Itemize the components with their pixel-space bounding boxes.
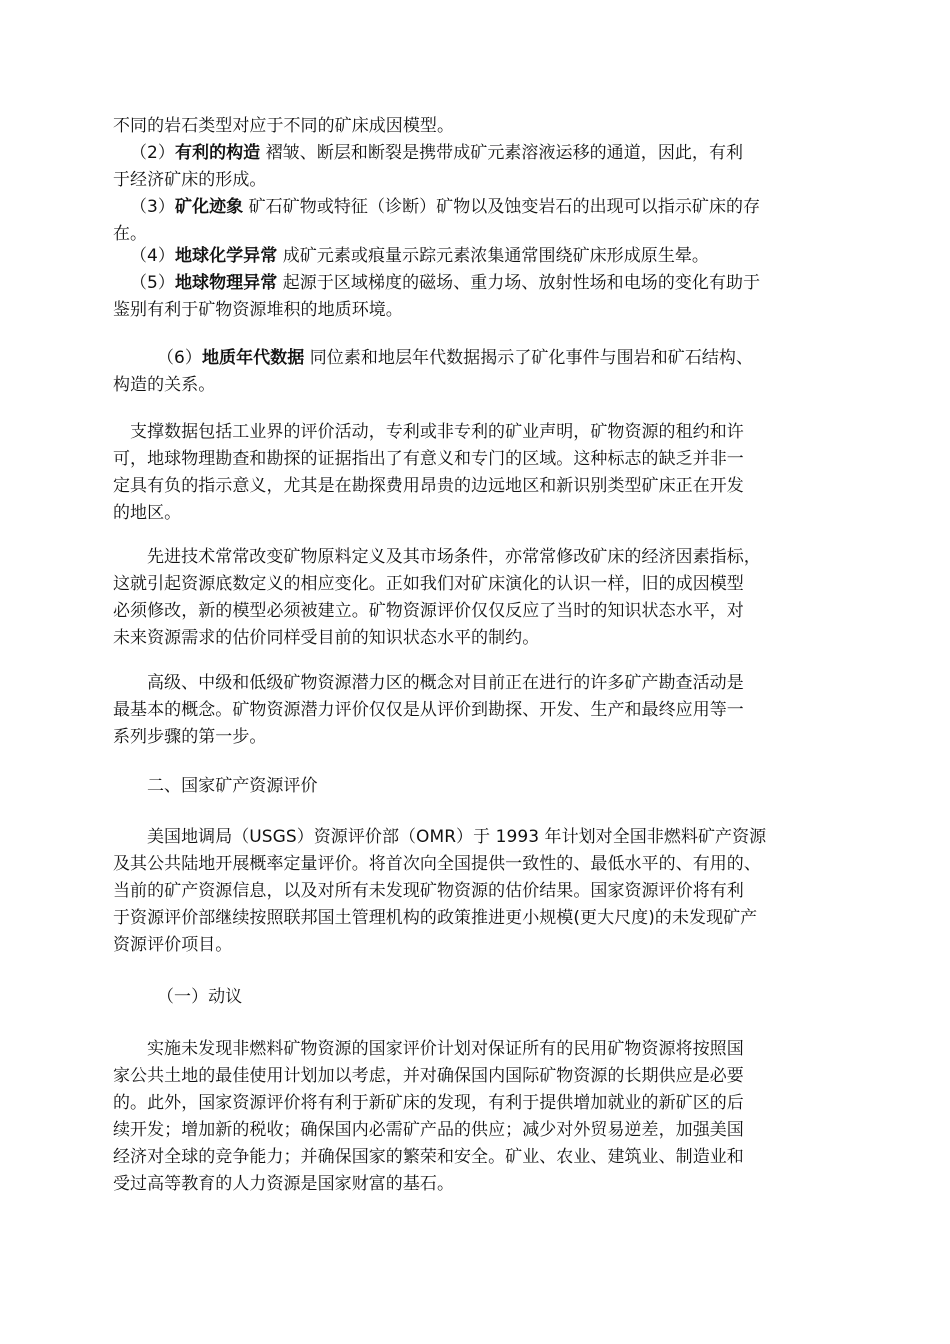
text-line: 未来资源需求的估价同样受目前的知识状态水平的制约。 — [113, 628, 540, 648]
item-term: 地球化学异常 — [174, 246, 278, 266]
paragraph-geochronology — [113, 345, 838, 399]
text-line: 这就引起资源底数定义的相应变化。正如我们对矿床演化的认识一样，旧的成因模型 — [113, 574, 744, 594]
paragraph-advanced-technology — [113, 544, 838, 652]
item-text: 成矿元素或痕量示踪元素浓集通常围绕矿床形成原生晕。 — [277, 246, 709, 266]
paragraph-usgs-plan — [113, 824, 838, 959]
text-line: 当前的矿产资源信息，以及对所有未发现矿物资源的估价结果。国家资源评价将有利 — [113, 881, 744, 901]
paragraph-mineralization-signs — [113, 194, 838, 248]
text-line: 可，地球物理勘查和勘探的证据指出了有意义和专门的区域。这种标志的缺乏并非一 — [113, 449, 744, 469]
text-line — [113, 1036, 838, 1063]
item-term: 矿化迹象 — [174, 197, 244, 217]
text-line: 于经济矿床的形成。 — [113, 170, 267, 190]
text-line: 的地区。 — [113, 503, 182, 523]
text-line: 系列步骤的第一步。 — [113, 727, 267, 747]
item-text: 矿石矿物或特征（诊断）矿物以及蚀变岩石的出现可以指示矿床的存 — [243, 197, 761, 217]
text-line: 及其公共陆地开展概率定量评价。将首次向全国提供一致性的、最低水平的、有用的、 — [113, 854, 761, 874]
text-line — [113, 345, 838, 372]
section-heading-national-assessment — [113, 773, 838, 800]
text-line: 续开发；增加新的税收；确保国内必需矿产品的供应；减少对外贸易逆差，加强美国 — [113, 1120, 744, 1140]
text-line — [113, 773, 838, 800]
paragraph-implementation — [113, 1036, 838, 1198]
text-line: 构造的关系。 — [113, 375, 216, 395]
paragraph-geochemical-anomaly — [113, 243, 838, 270]
text-line: 在。 — [113, 224, 148, 244]
heading-text: （一）动议 — [157, 987, 243, 1007]
item-number: （4） — [130, 246, 175, 266]
text-line — [113, 419, 838, 446]
subsection-heading-motivation — [113, 984, 838, 1011]
text-line — [113, 140, 838, 167]
text-line: 的。此外，国家资源评价将有利于新矿床的发现，有利于提供增加就业的新矿区的后 — [113, 1093, 744, 1113]
text-line: 受过高等教育的人力资源是国家财富的基石。 — [113, 1174, 454, 1194]
text-line-content: 高级、中级和低级矿物资源潜力区的概念对目前正在进行的许多矿产勘查活动是 — [147, 673, 744, 693]
item-term: 地质年代数据 — [201, 348, 305, 368]
item-number: （3） — [130, 197, 175, 217]
paragraph-genetic-models — [113, 113, 838, 140]
text-line: 经济对全球的竞争能力；并确保国家的繁荣和安全。矿业、农业、建筑业、制造业和 — [113, 1147, 744, 1167]
text-line — [113, 984, 838, 1011]
paragraph-supporting-data — [113, 419, 838, 527]
text-line: 不同的岩石类型对应于不同的矿床成因模型。 — [113, 116, 454, 136]
text-line: 鉴别有利于矿物资源堆积的地质环境。 — [113, 300, 403, 320]
item-term: 有利的构造 — [174, 143, 261, 163]
item-text: 同位素和地层年代数据揭示了矿化事件与围岩和矿石结构、 — [304, 348, 754, 368]
item-text: 褶皱、断层和断裂是携带成矿元素溶液运移的通道，因此，有利 — [260, 143, 744, 163]
text-line-content: 支撑数据包括工业界的评价活动，专利或非专利的矿业声明，矿物资源的租约和许 — [130, 422, 744, 442]
text-line: 资源评价项目。 — [113, 935, 233, 955]
text-line: 最基本的概念。矿物资源潜力评价仅仅是从评价到勘探、开发、生产和最终应用等一 — [113, 700, 744, 720]
text-line: 家公共土地的最佳使用计划加以考虑，并对确保国内国际矿物资源的长期供应是必要 — [113, 1066, 744, 1086]
text-line — [113, 824, 838, 851]
text-line — [113, 243, 838, 270]
text-line: 于资源评价部继续按照联邦国土管理机构的政策推进更小规模(更大尺度)的未发现矿产 — [113, 908, 758, 928]
text-line-content: 美国地调局（USGS）资源评价部（OMR）于 1993 年计划对全国非燃料矿产资源 — [147, 827, 767, 847]
item-number: （5） — [130, 273, 175, 293]
text-line-content: 实施未发现非燃料矿物资源的国家评价计划对保证所有的民用矿物资源将按照国 — [147, 1039, 744, 1059]
item-term: 地球物理异常 — [174, 273, 278, 293]
item-text: 起源于区域梯度的磁场、重力场、放射性场和电场的变化有助于 — [277, 273, 761, 293]
item-number: （6） — [157, 348, 202, 368]
paragraph-potential-zones — [113, 670, 838, 751]
text-line — [113, 270, 838, 297]
paragraph-favorable-structure — [113, 140, 838, 194]
heading-text: 二、国家矿产资源评价 — [147, 776, 318, 796]
item-number: （2） — [130, 143, 175, 163]
text-line-content: 先进技术常常改变矿物原料定义及其市场条件，亦常常修改矿床的经济因素指标， — [147, 547, 761, 567]
text-line: 必须修改，新的模型必须被建立。矿物资源评价仅仅反应了当时的知识状态水平，对 — [113, 601, 744, 621]
text-line — [113, 544, 838, 571]
text-line: 定具有负的指示意义，尤其是在勘探费用昂贵的边远地区和新识别类型矿床正在开发 — [113, 476, 744, 496]
text-line — [113, 194, 838, 221]
text-line — [113, 670, 838, 697]
paragraph-geophysical-anomaly — [113, 270, 838, 324]
